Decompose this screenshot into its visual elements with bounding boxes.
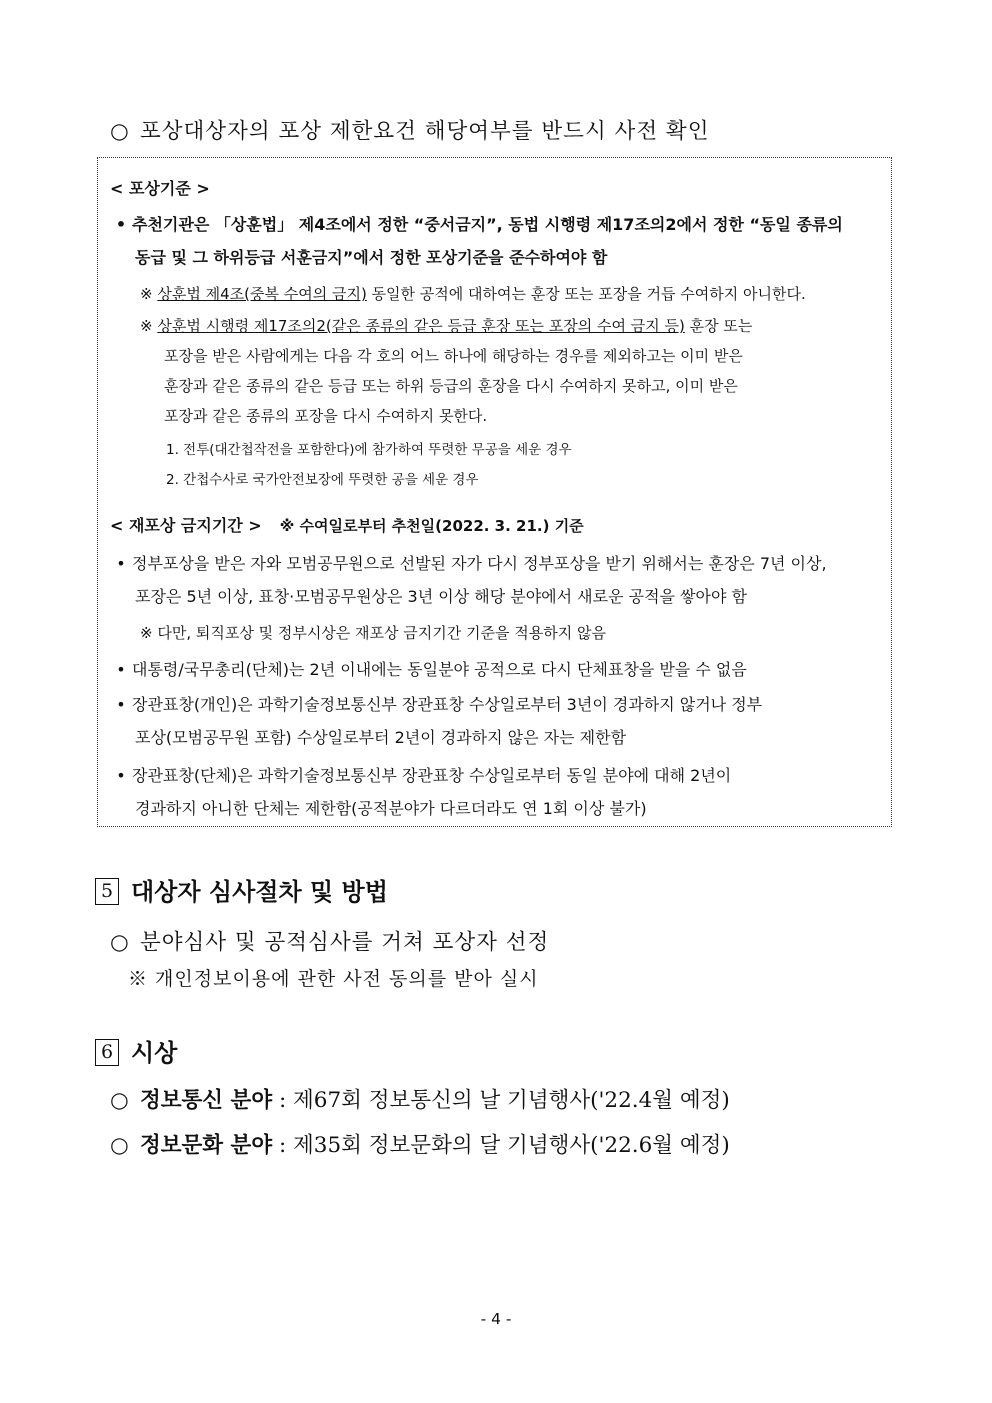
- circle-bullet: ○: [110, 1088, 129, 1113]
- bullet: •: [116, 660, 126, 679]
- restriction-b3-line2: 포상(모범공무원 포함) 수상일로부터 2년이 경과하지 않은 자는 제한함: [135, 728, 627, 747]
- intro-line: [110, 114, 709, 145]
- page-number: - 4 -: [480, 1310, 512, 1328]
- circle-bullet: ○: [110, 1133, 129, 1158]
- bullet: •: [116, 695, 126, 714]
- bullet: •: [116, 766, 126, 785]
- criteria-note2-line4: 포장과 같은 종류의 포장을 다시 수여하지 못한다.: [164, 407, 488, 425]
- restriction-b1-line1: • 정부포상을 받은 자와 모범공무원으로 선발된 자가 다시 정부포상을 받기 위해서는 훈장은 7년 이상,: [110, 551, 827, 574]
- award1-line: ○ 정보통신 분야 : 제67회 정보통신의 날 기념행사('22.4월 예정): [110, 1088, 730, 1113]
- note2-reference: 상훈법 시행령 제17조의2(같은 종류의 같은 등급 훈장 또는 포장의 수여 금지 등): [157, 317, 685, 335]
- section-number: 6: [95, 1039, 119, 1066]
- section5-title: 5 대상자 심사절차 및 방법: [95, 872, 388, 907]
- criteria-item1: 1. 전투(대간첩작전을 포함한다)에 참가하여 뚜렷한 무공을 세운 경우: [166, 442, 572, 458]
- restriction-b2: • 대통령/국무총리(단체)는 2년 이내에는 동일분야 공적으로 다시 단체표창을 받을 수 없음: [110, 657, 747, 680]
- section5-line: ○ 분야심사 및 공적심사를 거쳐 포상자 선정: [110, 930, 550, 955]
- bullet: •: [115, 215, 127, 234]
- circle-bullet: ○: [110, 930, 130, 955]
- section5-note: ※ 개인정보이용에 관한 사전 동의를 받아 실시: [128, 968, 539, 990]
- restriction-b1-line2: 포장은 5년 이상, 표창·모범공무원상은 3년 이상 해당 분야에서 새로운 공적을 쌓아야 함: [135, 587, 747, 606]
- criteria-note2-line2: 포장을 받은 사람에게는 다음 각 호의 어느 하나에 해당하는 경우를 제외하고는 이미 받은: [164, 347, 743, 365]
- criteria-note2-line3: 훈장과 같은 종류의 같은 등급 또는 하위 등급의 훈장을 다시 수여하지 못하고, 이미 받은: [164, 377, 738, 395]
- criteria-heading: < 포상기준 >: [110, 179, 210, 198]
- note1-reference: 상훈법 제4조(중복 수여의 금지): [157, 285, 367, 303]
- award2-label: 정보문화 분야: [140, 1133, 273, 1158]
- criteria-note2-line1: ※ 상훈법 시행령 제17조의2(같은 종류의 같은 등급 훈장 또는 포장의 수여 금지 등) 훈장 또는: [140, 317, 753, 335]
- restriction-heading-note: ※ 수여일로부터 추천일(2022. 3. 21.) 기준: [279, 517, 584, 535]
- criteria-main-line2: 동급 및 그 하위등급 서훈금지”에서 정한 포상기준을 준수하여야 함: [135, 248, 608, 267]
- restriction-b4-line2: 경과하지 아니한 단체는 제한함(공적분야가 다르더라도 연 1회 이상 불가): [135, 799, 647, 818]
- award2-line: ○ 정보문화 분야 : 제35회 정보문화의 달 기념행사('22.6월 예정): [110, 1133, 730, 1158]
- bullet: •: [116, 554, 126, 573]
- criteria-note1: ※ 상훈법 제4조(중복 수여의 금지) 동일한 공적에 대하여는 훈장 또는 포장을 거듭 수여하지 아니한다.: [140, 285, 806, 303]
- restriction-b1-note: ※ 다만, 퇴직포상 및 정부시상은 재포상 금지기간 기준을 적용하지 않음: [140, 624, 606, 642]
- criteria-item2: 2. 간첩수사로 국가안전보장에 뚜렷한 공을 세운 경우: [166, 472, 479, 488]
- criteria-main-line1: • 추천기관은 「상훈법」 제4조에서 정한 “중서금지”, 동법 시행령 제17조의2에서 정한 “동일 종류의: [110, 212, 843, 235]
- section-number: 5: [95, 878, 119, 905]
- restriction-b3-line1: • 장관표창(개인)은 과학기술정보통신부 장관표창 수상일로부터 3년이 경과하지 않거나 정부: [110, 692, 762, 715]
- award1-label: 정보통신 분야: [140, 1088, 273, 1113]
- intro-text: 포상대상자의 포상 제한요건 해당여부를 반드시 사전 확인: [140, 119, 710, 144]
- restriction-heading: < 재포상 금지기간 > ※ 수여일로부터 추천일(2022. 3. 21.) 기준: [110, 516, 584, 535]
- section6-title: 6 시상: [95, 1033, 177, 1068]
- restriction-b4-line1: • 장관표창(단체)은 과학기술정보통신부 장관표창 수상일로부터 동일 분야에 대해 2년이: [110, 763, 731, 786]
- circle-bullet: ○: [110, 119, 130, 144]
